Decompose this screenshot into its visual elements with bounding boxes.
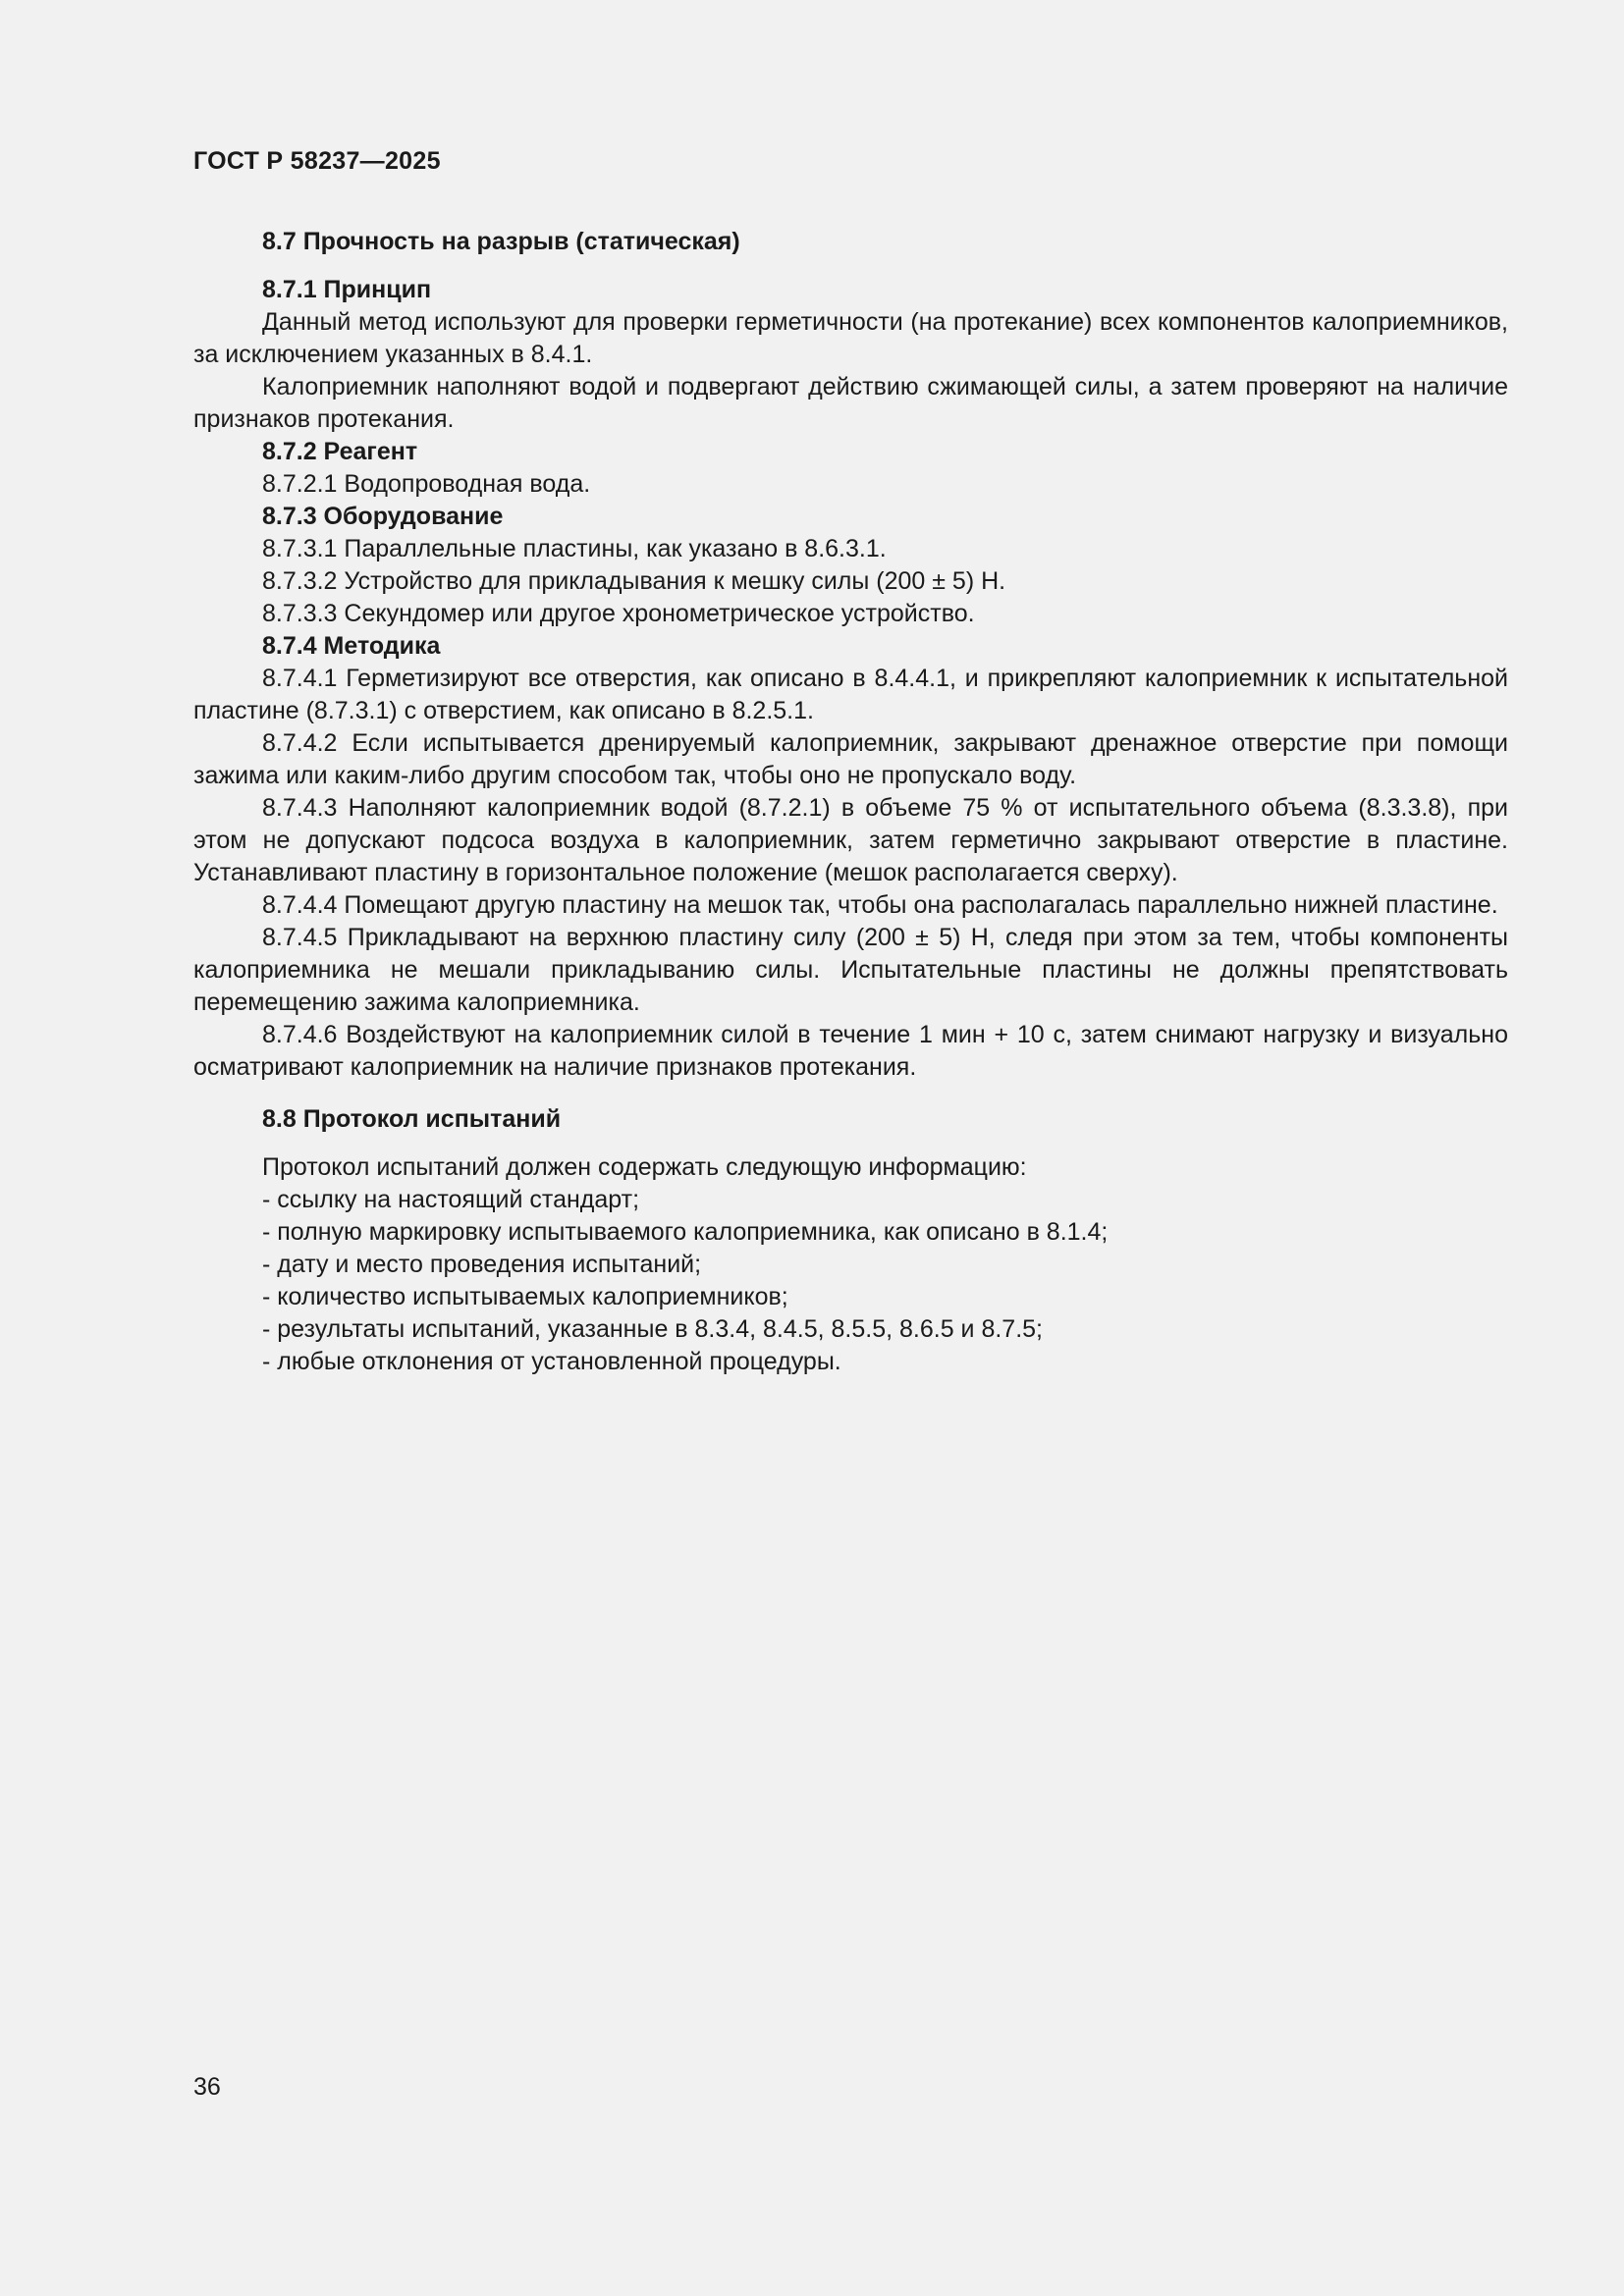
list-item: - результаты испытаний, указанные в 8.3.4, 8.4.5, 8.5.5, 8.6.5 и 8.7.5;	[262, 1315, 1044, 1343]
section-heading-8-7-2: 8.7.2 Реагент	[262, 438, 418, 465]
section-heading-8-7: 8.7 Прочность на разрыв (статическая)	[262, 228, 740, 255]
document-body	[193, 226, 1508, 1378]
paragraph: 8.7.4.4 Помещают другую пластину на мешок так, чтобы она располагалась параллельно нижней пластине.	[262, 891, 1498, 919]
protocol-list	[193, 1184, 1508, 1378]
paragraph: 8.7.4.5 Прикладывают на верхнюю пластину силу (200 ± 5) Н, следя при этом за тем, чтобы компоненты калоприемника не мешали прикладыванию силы. Испытательные пластины не должны препятствовать перемещению зажима калоприемника.	[193, 924, 1508, 1016]
list-item: - дату и место проведения испытаний;	[262, 1251, 702, 1278]
paragraph: 8.7.3.1 Параллельные пластины, как указано в 8.6.3.1.	[262, 535, 887, 562]
paragraph: 8.7.4.6 Воздействуют на калоприемник силой в течение 1 мин + 10 с, затем снимают нагрузку и визуально осматривают калоприемник на наличие признаков протекания.	[193, 1021, 1508, 1081]
paragraph: 8.7.3.3 Секундомер или другое хронометрическое устройство.	[262, 600, 975, 627]
list-item: - любые отклонения от установленной процедуры.	[262, 1348, 841, 1375]
paragraph: 8.7.3.2 Устройство для прикладывания к мешку силы (200 ± 5) Н.	[262, 567, 1006, 595]
document-header: ГОСТ Р 58237—2025	[193, 147, 441, 175]
list-item: - полную маркировку испытываемого калоприемника, как описано в 8.1.4;	[262, 1218, 1109, 1246]
list-item: - количество испытываемых калоприемников;	[262, 1283, 788, 1310]
list-item: - ссылку на настоящий стандарт;	[262, 1186, 640, 1213]
paragraph: 8.7.4.1 Герметизируют все отверстия, как описано в 8.4.4.1, и прикрепляют калоприемник к испытательной пластине (8.7.3.1) с отверстием, как описано в 8.2.5.1.	[193, 665, 1508, 724]
paragraph: Калоприемник наполняют водой и подвергают действию сжимающей силы, а затем проверяют на наличие признаков протекания.	[193, 373, 1508, 433]
paragraph: 8.7.2.1 Водопроводная вода.	[262, 470, 591, 498]
section-heading-8-7-1: 8.7.1 Принцип	[262, 276, 432, 303]
section-heading-8-7-4: 8.7.4 Методика	[262, 632, 441, 660]
section-heading-8-7-3: 8.7.3 Оборудование	[262, 503, 504, 530]
paragraph: 8.7.4.2 Если испытывается дренируемый калоприемник, закрывают дренажное отверстие при помощи зажима или каким-либо другим способом так, чтобы оно не пропускало воду.	[193, 729, 1508, 789]
page-number: 36	[193, 2073, 221, 2101]
section-heading-8-8: 8.8 Протокол испытаний	[262, 1105, 562, 1133]
paragraph: Данный метод используют для проверки герметичности (на протекание) всех компонентов калоприемников, за исключением указанных в 8.4.1.	[193, 308, 1508, 368]
paragraph: 8.7.4.3 Наполняют калоприемник водой (8.7.2.1) в объеме 75 % от испытательного объема (8.3.3.8), при этом не допускают подсоса воздуха в калоприемник, затем герметично закрывают отверстие в пластине. Устанавливают пластину в горизонтальное положение (мешок располагается сверху).	[193, 794, 1508, 886]
paragraph: Протокол испытаний должен содержать следующую информацию:	[262, 1153, 1027, 1181]
